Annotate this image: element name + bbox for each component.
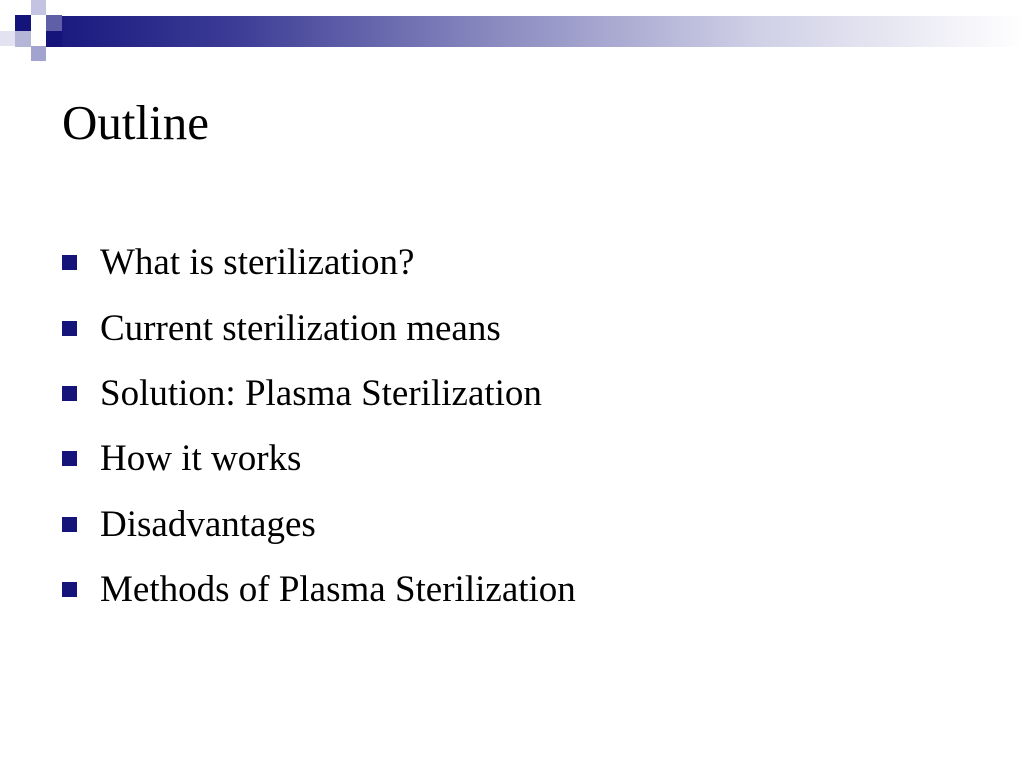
decorative-square [15,31,31,47]
slide-title: Outline [62,95,209,150]
square-bullet-icon [62,517,77,532]
bullet-list [62,230,576,622]
square-bullet-icon [62,255,77,270]
square-bullet-icon [62,321,77,336]
list-item [62,426,576,491]
decorative-square [31,46,46,61]
header-gradient-bar [62,16,1024,47]
decorative-square [15,15,31,31]
decorative-square [0,31,15,46]
bullet-text: Disadvantages [100,503,316,545]
slide-header-decoration [0,0,1024,62]
bullet-text: How it works [100,438,302,480]
square-bullet-icon [62,386,77,401]
bullet-text: Methods of Plasma Sterilization [100,569,576,611]
bullet-text: What is sterilization? [100,242,415,284]
list-item [62,230,576,295]
decorative-square [46,15,62,31]
decorative-square [31,0,46,15]
list-item [62,361,576,426]
list-item [62,557,576,622]
square-bullet-icon [62,451,77,466]
bullet-text: Current sterilization means [100,307,501,349]
bullet-text: Solution: Plasma Sterilization [100,372,542,414]
list-item [62,492,576,557]
decorative-square [46,31,62,47]
list-item [62,295,576,360]
square-bullet-icon [62,582,77,597]
